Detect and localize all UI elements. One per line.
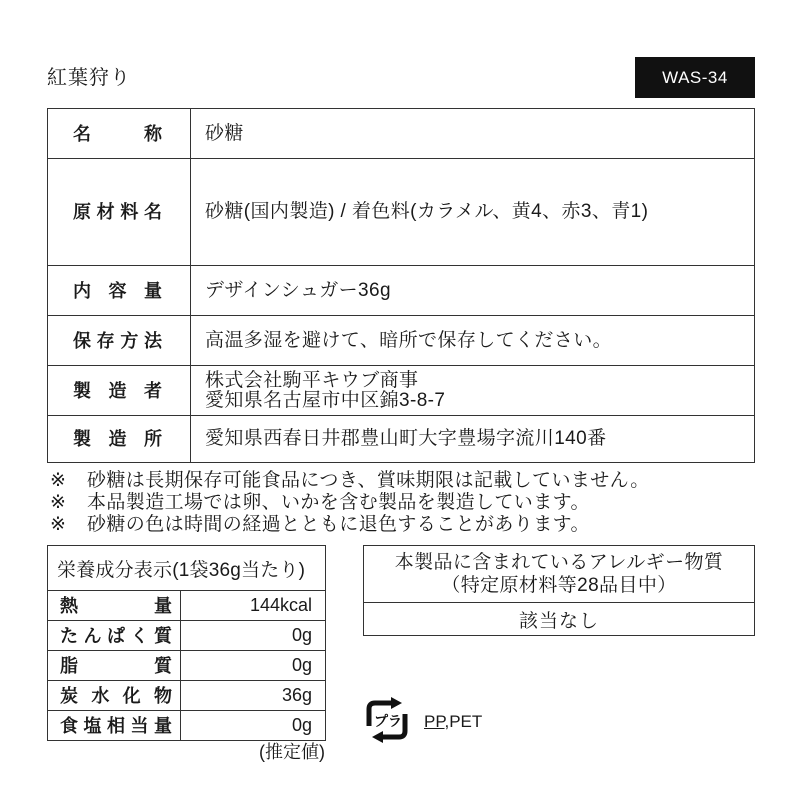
nutrition-row-protein: [48, 621, 325, 651]
info-value-cell: [191, 316, 754, 365]
info-row-storage: [48, 315, 754, 365]
material-primary: PP: [424, 712, 445, 731]
info-value: 砂糖: [205, 122, 244, 144]
note-text: 砂糖の色は時間の経過とともに退色することがあります。: [87, 514, 590, 535]
manufacturer-company: 株式会社駒平キウブ商事: [205, 369, 419, 391]
label-char: 化: [122, 685, 141, 706]
info-value: 高温多湿を避けて、暗所で保存してください。: [205, 329, 613, 351]
allergen-heading: [364, 546, 754, 603]
nutrition-value: 0g: [291, 625, 312, 645]
info-value: 愛知県西春日井郡豊山町大字豊場字流川140番: [205, 428, 607, 449]
label-char: 造: [108, 429, 127, 449]
label-char: 料: [120, 202, 139, 222]
label-char: 熱: [60, 595, 78, 616]
info-label-cell: [48, 109, 191, 158]
label-char: 方: [120, 330, 139, 351]
notes-list: [47, 470, 755, 536]
nutrition-label-cell: [48, 621, 181, 650]
nutrition-footnote: (推定値): [259, 742, 325, 762]
info-label-cell: [48, 266, 191, 315]
label-char: 容: [108, 280, 127, 301]
nutrition-title: 栄養成分表示(1袋36g当たり): [48, 546, 325, 591]
recycle-arrowhead-top: [391, 697, 402, 709]
nutrition-label: [60, 655, 172, 677]
product-code-badge: [635, 57, 755, 98]
packaging-materials: [424, 711, 482, 733]
nutrition-label: [60, 685, 172, 707]
product-code: WAS-34: [662, 67, 728, 87]
label-char: 存: [96, 330, 115, 351]
info-row-ingredients: [48, 158, 754, 265]
info-label: [73, 428, 162, 450]
info-label-cell: [48, 416, 191, 462]
note-item: [47, 492, 755, 514]
nutrition-label-cell: [48, 711, 181, 740]
info-value: デザインシュガー36g: [205, 279, 391, 301]
allergen-heading-line: 本製品に含まれているアレルギー物質: [394, 552, 724, 573]
allergen-heading-line: （特定原材料等28品目中）: [441, 575, 677, 596]
nutrition-value: 36g: [281, 685, 312, 705]
info-label: [73, 380, 162, 402]
nutrition-value: 0g: [291, 715, 312, 735]
label-char: 法: [143, 330, 162, 351]
label-char: 保: [73, 330, 91, 351]
note-mark: ※: [50, 514, 67, 535]
label-char: た: [60, 625, 78, 646]
nutrition-label: [60, 595, 172, 617]
label-char: 原: [73, 202, 91, 222]
recycle-mark-text: プラ: [374, 714, 402, 730]
nutrition-row-fat: [48, 651, 325, 681]
allergen-box: [363, 545, 755, 636]
product-name: 紅葉狩り: [47, 67, 131, 89]
nutrition-label-cell: [48, 651, 181, 680]
label-char: 者: [144, 380, 162, 401]
nutrition-label-cell: [48, 591, 181, 620]
note-mark: ※: [50, 470, 67, 491]
nutrition-label-cell: [48, 681, 181, 710]
info-label: [73, 280, 162, 302]
manufacturer-address: 愛知県名古屋市中区錦3-8-7: [205, 389, 446, 411]
info-value-cell: [191, 266, 754, 315]
info-row-factory: [48, 415, 754, 462]
recycle-arrowhead-bottom: [372, 731, 383, 743]
label-char: ぱ: [107, 625, 125, 646]
label-char: 質: [154, 625, 172, 646]
info-label: [73, 330, 162, 352]
label-char: 質: [154, 655, 172, 676]
nutrition-row-energy: [48, 591, 325, 621]
nutrition-value: 0g: [291, 655, 312, 675]
info-label: [73, 201, 162, 223]
info-row-name: [48, 109, 754, 158]
note-text: 砂糖は長期保存可能食品につき、賞味期限は記載していません。: [87, 470, 650, 491]
label-char: 水: [91, 685, 110, 706]
label-char: 当: [130, 715, 149, 736]
label-char: 製: [73, 380, 91, 401]
label-char: 名: [73, 123, 91, 144]
label-char: 脂: [60, 655, 78, 676]
label-char: 食: [60, 715, 78, 736]
note-text: 本品製造工場では卵、いかを含む製品を製造しています。: [87, 492, 590, 513]
label-char: 称: [144, 123, 162, 144]
info-label-cell: [48, 366, 191, 415]
nutrition-label: [60, 625, 172, 647]
info-value: 砂糖(国内製造) / 着色料(カラメル、黄4、赤3、青1): [205, 201, 649, 222]
info-row-manufacturer: [48, 365, 754, 415]
label-char: 相: [107, 715, 125, 736]
note-item: [47, 514, 755, 536]
label-char: 炭: [60, 685, 78, 706]
nutrition-value: 144kcal: [249, 595, 312, 615]
info-value-cell: [191, 159, 754, 265]
info-label-cell: [48, 316, 191, 365]
info-value-cell: [191, 416, 754, 462]
label-char: 製: [73, 429, 91, 449]
label-char: 物: [153, 685, 172, 706]
label-char: 量: [154, 715, 172, 736]
note-mark: ※: [50, 492, 67, 513]
label-char: 量: [144, 280, 162, 301]
label-char: 量: [154, 595, 172, 616]
info-value-cell: [191, 366, 754, 415]
label-char: 内: [73, 280, 91, 301]
nutrition-row-carbohydrate: [48, 681, 325, 711]
info-row-content-amount: [48, 265, 754, 315]
label-char: く: [130, 625, 149, 646]
product-info-table: [47, 108, 755, 463]
label-char: 造: [108, 380, 127, 401]
material-rest: ,PET: [444, 712, 483, 731]
label-char: 所: [144, 429, 162, 449]
label-char: ん: [83, 625, 102, 646]
allergen-result: 該当なし: [518, 610, 599, 632]
nutrition-row-salt: [48, 711, 325, 740]
info-value-cell: [191, 109, 754, 158]
info-label-cell: [48, 159, 191, 265]
note-item: [47, 470, 755, 492]
nutrition-label: [60, 715, 172, 737]
info-label: [73, 123, 162, 145]
label-char: 塩: [83, 715, 102, 736]
nutrition-table: [47, 545, 326, 741]
label-char: 材: [96, 202, 115, 222]
label-char: 名: [143, 202, 162, 222]
plastic-recycling-mark-icon: [362, 697, 412, 743]
